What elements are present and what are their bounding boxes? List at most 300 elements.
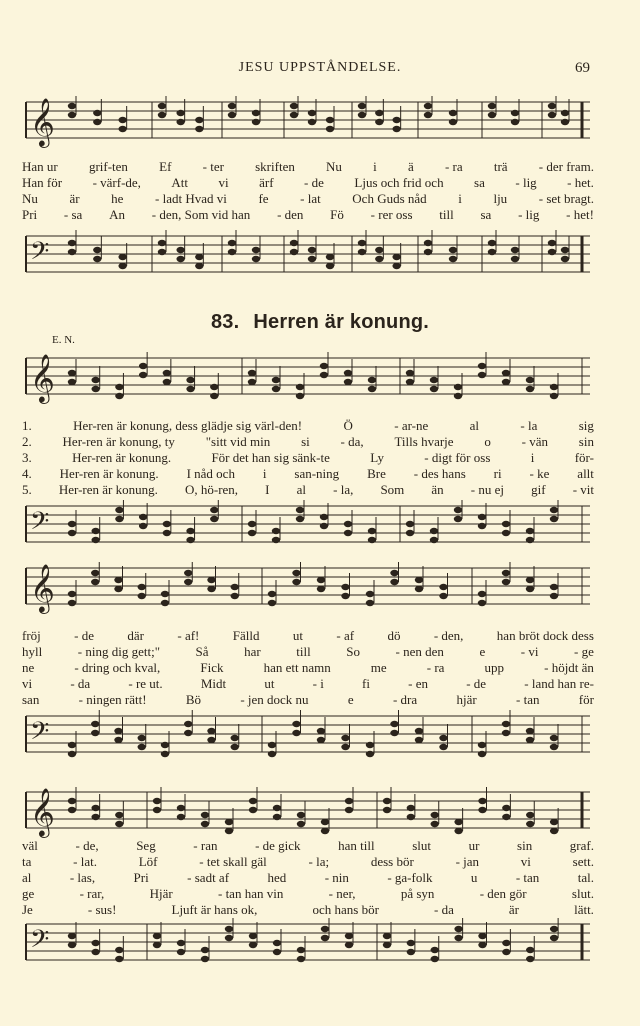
note-head — [118, 254, 126, 260]
note-head — [358, 240, 366, 246]
lyric-syllable: Fö — [330, 207, 344, 222]
lyric-syllable: Bre — [367, 466, 386, 481]
lyric-syllable: - da — [70, 676, 91, 691]
lyric-syllable: O, hö-ren, — [184, 482, 239, 497]
lyric-syllable: - nu ej — [470, 482, 505, 497]
lyric-syllable: hyll — [22, 644, 43, 659]
note-head — [308, 119, 316, 125]
lyrics-system-2 — [22, 418, 594, 498]
lyric-syllable: upp — [484, 660, 505, 675]
note-head — [320, 523, 328, 529]
note-head — [550, 507, 558, 513]
note-head — [68, 751, 76, 757]
note-head — [114, 728, 122, 734]
note-head — [358, 112, 366, 118]
bass-clef-icon: 𝄢 — [30, 507, 50, 542]
lyric-line — [22, 692, 594, 708]
note-head — [550, 828, 558, 834]
lyric-syllable: sin — [517, 838, 533, 853]
note-head — [228, 112, 236, 118]
lyric-syllable: Hjär — [149, 886, 173, 901]
treble-staff-system-4 — [22, 786, 594, 838]
lyric-syllable: ut — [292, 628, 303, 643]
note-head — [118, 117, 126, 123]
lyric-syllable: al — [469, 418, 480, 433]
lyric-syllable: Ljus och frid och — [354, 175, 444, 190]
note-head — [430, 377, 438, 383]
note-head — [231, 735, 239, 741]
lyric-syllable: ge — [22, 886, 35, 901]
note-head — [225, 819, 233, 825]
lyric-syllable: - rar, — [79, 886, 105, 901]
lyric-syllable: - des hans — [413, 466, 466, 481]
lyric-syllable: Pri — [133, 870, 149, 885]
treble-clef-icon: 𝄞 — [30, 353, 55, 402]
note-head — [344, 379, 352, 385]
note-head — [248, 379, 256, 385]
note-head — [358, 249, 366, 255]
note-head — [138, 584, 146, 590]
lyric-syllable: Ljuft är hans ok, — [171, 902, 258, 917]
lyric-syllable: För det han sig sänk-te — [211, 450, 330, 465]
note-head — [526, 956, 534, 962]
note-head — [68, 591, 76, 597]
note-head — [406, 530, 414, 536]
lyric-syllable: - den gör — [479, 886, 527, 901]
note-head — [548, 103, 556, 109]
note-head — [68, 530, 76, 536]
note-head — [248, 530, 256, 536]
lyric-syllable: - ter — [202, 159, 224, 174]
note-head — [68, 379, 76, 385]
note-head — [375, 119, 383, 125]
note-head — [511, 247, 519, 253]
note-head — [548, 240, 556, 246]
lyric-syllable: graf. — [569, 838, 594, 853]
note-head — [186, 377, 194, 383]
lyric-syllable: - ra — [444, 159, 463, 174]
note-head — [153, 798, 161, 804]
note-head — [326, 126, 334, 132]
lyric-syllable: - vit — [572, 482, 594, 497]
lyric-syllable: hjär — [456, 692, 477, 707]
note-head — [68, 798, 76, 804]
note-head — [184, 570, 192, 576]
note-head — [320, 372, 328, 378]
lyric-syllable: trä — [493, 159, 508, 174]
lyric-syllable: ur — [468, 838, 480, 853]
lyric-line — [22, 902, 594, 918]
note-head — [431, 821, 439, 827]
note-head — [550, 935, 558, 941]
note-head — [177, 805, 185, 811]
note-head — [248, 521, 256, 527]
note-head — [439, 584, 447, 590]
lyric-syllable: han till — [338, 838, 375, 853]
note-head — [449, 110, 457, 116]
note-head — [407, 949, 415, 955]
lyric-syllable: 3. — [22, 450, 32, 465]
note-head — [502, 579, 510, 585]
note-head — [68, 249, 76, 255]
lyric-syllable: - re ut. — [128, 676, 163, 691]
bass-staff-system-1 — [22, 230, 594, 282]
note-head — [321, 926, 329, 932]
note-head — [195, 263, 203, 269]
note-head — [390, 570, 398, 576]
note-head — [292, 721, 300, 727]
lyric-syllable: ärf — [259, 175, 274, 190]
lyric-syllable: sig — [578, 418, 594, 433]
note-head — [248, 370, 256, 376]
lyric-syllable: fe — [258, 191, 269, 206]
note-head — [406, 370, 414, 376]
note-head — [210, 384, 218, 390]
note-head — [161, 591, 169, 597]
note-head — [163, 530, 171, 536]
note-head — [383, 807, 391, 813]
note-head — [415, 737, 423, 743]
note-head — [93, 256, 101, 262]
note-head — [138, 744, 146, 750]
note-head — [502, 814, 510, 820]
lyric-syllable: - lat — [300, 191, 321, 206]
note-head — [478, 372, 486, 378]
note-head — [341, 584, 349, 590]
note-head — [430, 528, 438, 534]
lyric-syllable: Midt — [200, 676, 227, 691]
lyric-syllable: - las, — [69, 870, 96, 885]
note-head — [526, 577, 534, 583]
bass-clef-icon: 𝄢 — [30, 237, 50, 272]
lyric-line — [22, 418, 594, 434]
lyric-syllable: - la, — [333, 482, 354, 497]
lyric-syllable: - ga-folk — [387, 870, 433, 885]
note-head — [91, 940, 99, 946]
lyric-syllable: So — [346, 644, 360, 659]
lyric-syllable: - ar-ne — [394, 418, 429, 433]
lyric-syllable: har — [244, 644, 261, 659]
note-head — [375, 110, 383, 116]
lyric-syllable: - ningen rätt! — [78, 692, 147, 707]
lyric-syllable: lju — [493, 191, 508, 206]
lyric-syllable: slut — [412, 838, 431, 853]
note-head — [158, 112, 166, 118]
note-head — [502, 530, 510, 536]
note-head — [290, 240, 298, 246]
lyric-syllable: san — [22, 692, 40, 707]
lyric-syllable: Fälld — [232, 628, 260, 643]
note-head — [92, 377, 100, 383]
note-head — [548, 249, 556, 255]
note-head — [249, 807, 257, 813]
note-head — [502, 949, 510, 955]
note-head — [273, 814, 281, 820]
note-head — [454, 935, 462, 941]
note-head — [296, 384, 304, 390]
lyric-syllable: Ö — [343, 418, 353, 433]
note-head — [478, 798, 486, 804]
note-head — [92, 528, 100, 534]
lyric-syllable: - vi — [520, 644, 539, 659]
lyric-syllable: ut — [264, 676, 275, 691]
note-head — [454, 384, 462, 390]
lyric-syllable: e — [347, 692, 354, 707]
note-head — [383, 798, 391, 804]
lyric-syllable: - nen den — [395, 644, 444, 659]
lyric-syllable: 4. — [22, 466, 32, 481]
note-head — [321, 828, 329, 834]
lyric-line — [22, 644, 594, 660]
note-head — [292, 579, 300, 585]
lyric-syllable: - tan — [516, 692, 540, 707]
note-head — [252, 119, 260, 125]
note-head — [225, 926, 233, 932]
note-head — [177, 949, 185, 955]
note-head — [163, 370, 171, 376]
note-head — [176, 110, 184, 116]
note-head — [424, 249, 432, 255]
note-head — [502, 940, 510, 946]
treble-clef-icon: 𝄞 — [30, 563, 55, 612]
note-head — [114, 577, 122, 583]
note-head — [317, 586, 325, 592]
note-head — [91, 730, 99, 736]
note-head — [344, 530, 352, 536]
note-head — [138, 593, 146, 599]
note-head — [115, 821, 123, 827]
lyric-syllable: grif-ten — [88, 159, 128, 174]
note-head — [478, 514, 486, 520]
note-head — [424, 103, 432, 109]
lyric-syllable: - ke — [529, 466, 550, 481]
lyric-syllable: - den, — [433, 628, 464, 643]
note-head — [68, 933, 76, 939]
lyric-syllable: vi — [520, 854, 531, 869]
lyric-line — [22, 886, 594, 902]
note-head — [184, 721, 192, 727]
note-head — [228, 249, 236, 255]
lyric-syllable: lätt. — [574, 902, 594, 917]
note-head — [139, 372, 147, 378]
note-head — [478, 807, 486, 813]
note-head — [252, 110, 260, 116]
note-head — [488, 103, 496, 109]
note-head — [431, 947, 439, 953]
note-head — [415, 728, 423, 734]
note-head — [68, 521, 76, 527]
note-head — [526, 377, 534, 383]
lyric-syllable: skriften — [255, 159, 295, 174]
note-head — [228, 103, 236, 109]
lyric-syllable: Pri — [22, 207, 38, 222]
running-title: JESU UPPSTÅNDELSE. — [238, 60, 402, 75]
lyric-syllable: ne — [22, 660, 35, 675]
lyric-syllable: i — [458, 191, 462, 206]
note-head — [478, 933, 486, 939]
note-head — [526, 386, 534, 392]
note-head — [431, 812, 439, 818]
note-head — [296, 516, 304, 522]
note-head — [488, 240, 496, 246]
note-head — [478, 591, 486, 597]
lyric-syllable: till — [439, 207, 454, 222]
note-head — [158, 240, 166, 246]
treble-staff-system-3 — [22, 562, 594, 614]
note-head — [390, 579, 398, 585]
lyric-syllable: - lat. — [73, 854, 97, 869]
note-head — [415, 577, 423, 583]
lyrics-system-3 — [22, 628, 594, 708]
lyric-syllable: An — [109, 207, 125, 222]
note-head — [550, 735, 558, 741]
note-head — [317, 737, 325, 743]
note-head — [201, 812, 209, 818]
hymn-number: 83. — [210, 311, 240, 333]
lyric-syllable: hed — [267, 870, 287, 885]
note-head — [114, 586, 122, 592]
lyric-syllable: - sus! — [87, 902, 117, 917]
note-head — [92, 386, 100, 392]
note-head — [368, 528, 376, 534]
lyric-line — [22, 207, 594, 223]
note-head — [502, 370, 510, 376]
note-head — [326, 117, 334, 123]
note-head — [195, 254, 203, 260]
note-head — [526, 528, 534, 534]
lyric-syllable: 1. — [22, 418, 32, 433]
lyric-syllable: - af — [336, 628, 355, 643]
note-head — [273, 805, 281, 811]
note-head — [195, 126, 203, 132]
note-head — [91, 721, 99, 727]
lyric-line — [22, 660, 594, 676]
lyric-syllable: e — [479, 644, 486, 659]
note-head — [406, 521, 414, 527]
lyric-syllable: - dra — [392, 692, 418, 707]
lyric-syllable: - la; — [308, 854, 330, 869]
note-head — [366, 591, 374, 597]
note-head — [296, 507, 304, 513]
bass-staff-system-2 — [22, 500, 594, 552]
note-head — [415, 586, 423, 592]
note-head — [341, 735, 349, 741]
lyric-syllable: gif — [531, 482, 546, 497]
note-head — [439, 735, 447, 741]
note-head — [292, 570, 300, 576]
note-head — [207, 737, 215, 743]
lyric-syllable: - ra — [426, 660, 445, 675]
lyric-syllable: - de gick — [255, 838, 301, 853]
lyric-syllable: - jan — [455, 854, 480, 869]
note-head — [91, 805, 99, 811]
note-head — [93, 247, 101, 253]
note-head — [488, 249, 496, 255]
note-head — [68, 742, 76, 748]
lyric-syllable: Bö — [185, 692, 202, 707]
note-head — [326, 263, 334, 269]
note-head — [153, 933, 161, 939]
note-head — [68, 112, 76, 118]
hymn-title-text: Herren är konung. — [253, 311, 430, 333]
note-head — [207, 728, 215, 734]
lyric-syllable: si — [301, 434, 310, 449]
note-head — [308, 256, 316, 262]
note-head — [511, 256, 519, 262]
note-head — [511, 110, 519, 116]
note-head — [115, 956, 123, 962]
lyric-syllable: - vän — [521, 434, 548, 449]
note-head — [272, 386, 280, 392]
note-head — [252, 256, 260, 262]
note-head — [392, 263, 400, 269]
note-head — [526, 586, 534, 592]
note-head — [249, 933, 257, 939]
note-head — [366, 742, 374, 748]
note-head — [91, 814, 99, 820]
note-head — [454, 516, 462, 522]
note-head — [502, 521, 510, 527]
lyric-syllable: tal. — [577, 870, 594, 885]
note-head — [368, 537, 376, 543]
lyric-syllable: i — [373, 159, 377, 174]
lyric-syllable: - tan — [515, 870, 540, 885]
lyric-syllable: - het! — [566, 207, 594, 222]
note-head — [390, 721, 398, 727]
lyric-syllable: Seg — [136, 838, 156, 853]
note-head — [526, 812, 534, 818]
lyric-syllable: - ge — [574, 644, 594, 659]
note-head — [392, 117, 400, 123]
note-head — [138, 735, 146, 741]
note-head — [115, 393, 123, 399]
note-head — [201, 956, 209, 962]
bass-clef-icon: 𝄢 — [30, 925, 50, 960]
note-head — [228, 240, 236, 246]
lyric-syllable: är — [508, 902, 520, 917]
note-head — [407, 805, 415, 811]
hymn-title — [0, 311, 640, 334]
lyric-syllable: för — [578, 692, 594, 707]
note-head — [488, 112, 496, 118]
note-head — [526, 947, 534, 953]
lyric-syllable: I — [265, 482, 270, 497]
note-head — [439, 744, 447, 750]
lyric-syllable: där — [127, 628, 144, 643]
lyric-syllable: - i — [312, 676, 324, 691]
lyric-syllable: - de — [466, 676, 487, 691]
note-head — [272, 537, 280, 543]
lyric-syllable: - ner, — [328, 886, 356, 901]
note-head — [308, 247, 316, 253]
note-head — [321, 935, 329, 941]
lyric-syllable: he — [111, 191, 124, 206]
note-head — [231, 593, 239, 599]
lyric-syllable: - digt för oss — [424, 450, 491, 465]
note-head — [345, 942, 353, 948]
lyric-syllable: ta — [22, 854, 32, 869]
lyric-syllable: Han ur — [22, 159, 58, 174]
lyric-syllable: Her-ren är konung. — [59, 466, 159, 481]
lyric-syllable: - lig — [518, 207, 540, 222]
lyric-syllable: Som — [380, 482, 405, 497]
note-head — [478, 751, 486, 757]
note-head — [368, 377, 376, 383]
lyric-syllable: - land han re- — [524, 676, 594, 691]
note-head — [68, 942, 76, 948]
lyric-syllable: än — [431, 482, 444, 497]
note-head — [449, 247, 457, 253]
